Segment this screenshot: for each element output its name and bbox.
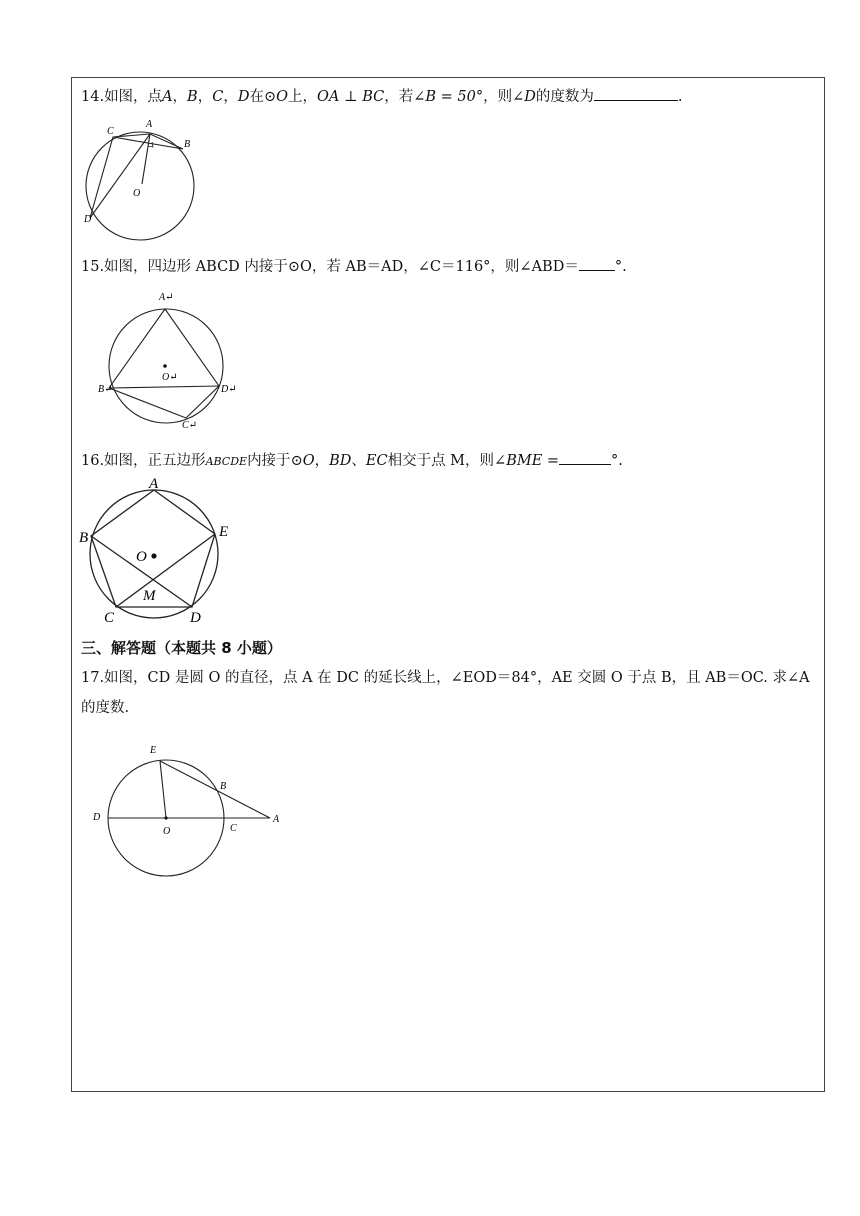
label-a: A (146, 119, 153, 130)
center-point (151, 553, 156, 558)
q16-text: ， (314, 453, 330, 469)
section-heading: 三、解答题（本题共 8 小题） (81, 639, 282, 657)
separator: ， (223, 89, 238, 105)
label-d: D↵ (221, 384, 237, 395)
q14-text: 上， (288, 89, 317, 105)
q16-text: 、 (351, 453, 366, 469)
diagonal-bd (109, 386, 219, 388)
angle-b: ∠B = 50° (413, 89, 484, 105)
segment-ec: EC (365, 453, 388, 469)
diagonal-ec (116, 534, 215, 607)
period: . (677, 89, 683, 105)
question-15 (81, 256, 627, 277)
label-o: O (136, 549, 147, 565)
q14-text: 在 (249, 89, 264, 105)
degree-period: °. (611, 453, 623, 469)
label-o: O (133, 188, 141, 199)
point-d: D (237, 89, 250, 105)
label-d: D (84, 214, 92, 225)
label-c: C (104, 610, 115, 626)
angle-d: ∠D (512, 89, 536, 105)
q16-text: 相交于点 M，则 (387, 453, 495, 469)
label-b: B↵ (98, 384, 113, 395)
q14-text: ，若 (384, 89, 414, 105)
figure-15 (96, 288, 246, 431)
center-point (163, 364, 167, 368)
center-point (164, 816, 167, 819)
q16-text: 16.如图，正五边形 (81, 453, 206, 469)
label-d: D (190, 610, 201, 626)
label-e: E (150, 745, 157, 756)
answer-blank[interactable] (559, 450, 611, 465)
segment-bd: BD (329, 453, 352, 469)
q15-text: 15.如图，四边形 ABCD 内接于⊙O，若 AB＝AD，∠C＝116°，则∠ABD＝ (81, 259, 579, 275)
label-e: E (219, 524, 229, 540)
degree-period: °. (614, 259, 627, 275)
separator: ， (172, 89, 188, 105)
question-number: 14. (81, 89, 105, 105)
question-14 (81, 86, 683, 107)
q14-text: 的度数为 (535, 89, 594, 105)
label-b: B (220, 781, 227, 792)
label-c: C↵ (182, 420, 198, 431)
figure-14 (80, 112, 210, 247)
label-d: D (93, 812, 101, 823)
point-b: B (187, 89, 198, 105)
label-c: C (230, 823, 237, 834)
radius-oa (142, 134, 150, 184)
q16-text: 内接于 (247, 453, 291, 469)
label-a: A↵ (159, 292, 174, 303)
q14-text: ，则 (483, 89, 513, 105)
label-b: B (184, 139, 191, 150)
circle-o: ⊙O (290, 453, 315, 469)
label-o: O (163, 826, 171, 837)
line-da (90, 134, 150, 218)
figure-16 (76, 476, 246, 626)
label-o: O↵ (162, 372, 178, 383)
radius-oe (160, 761, 166, 818)
question-17: 17.如图，CD 是圆 O 的直径，点 A 在 DC 的延长线上，∠EOD＝84°，AE 交圆 O 于点 B，且 AB＝OC. 求∠A 的度数. (81, 670, 810, 716)
label-a: A (149, 476, 159, 492)
q14-text: 如图，点 (104, 89, 163, 105)
label-a: A (273, 814, 280, 825)
label-b: B (79, 530, 89, 546)
answer-blank[interactable] (594, 86, 678, 101)
point-a: A (162, 89, 173, 105)
answer-blank[interactable] (579, 256, 615, 271)
angle-bme: ∠BME = (494, 453, 560, 469)
label-c: C (107, 126, 114, 137)
figure-17 (88, 740, 288, 880)
circle-o: ⊙O (263, 89, 288, 105)
perpendicular-relation: OA ⊥ BC (317, 89, 385, 105)
polygon-name: ABCDE (205, 455, 248, 468)
point-c: C (212, 89, 224, 105)
separator: ， (197, 89, 213, 105)
label-m: M (143, 588, 156, 604)
question-16 (81, 450, 623, 472)
line-ea (160, 761, 270, 818)
